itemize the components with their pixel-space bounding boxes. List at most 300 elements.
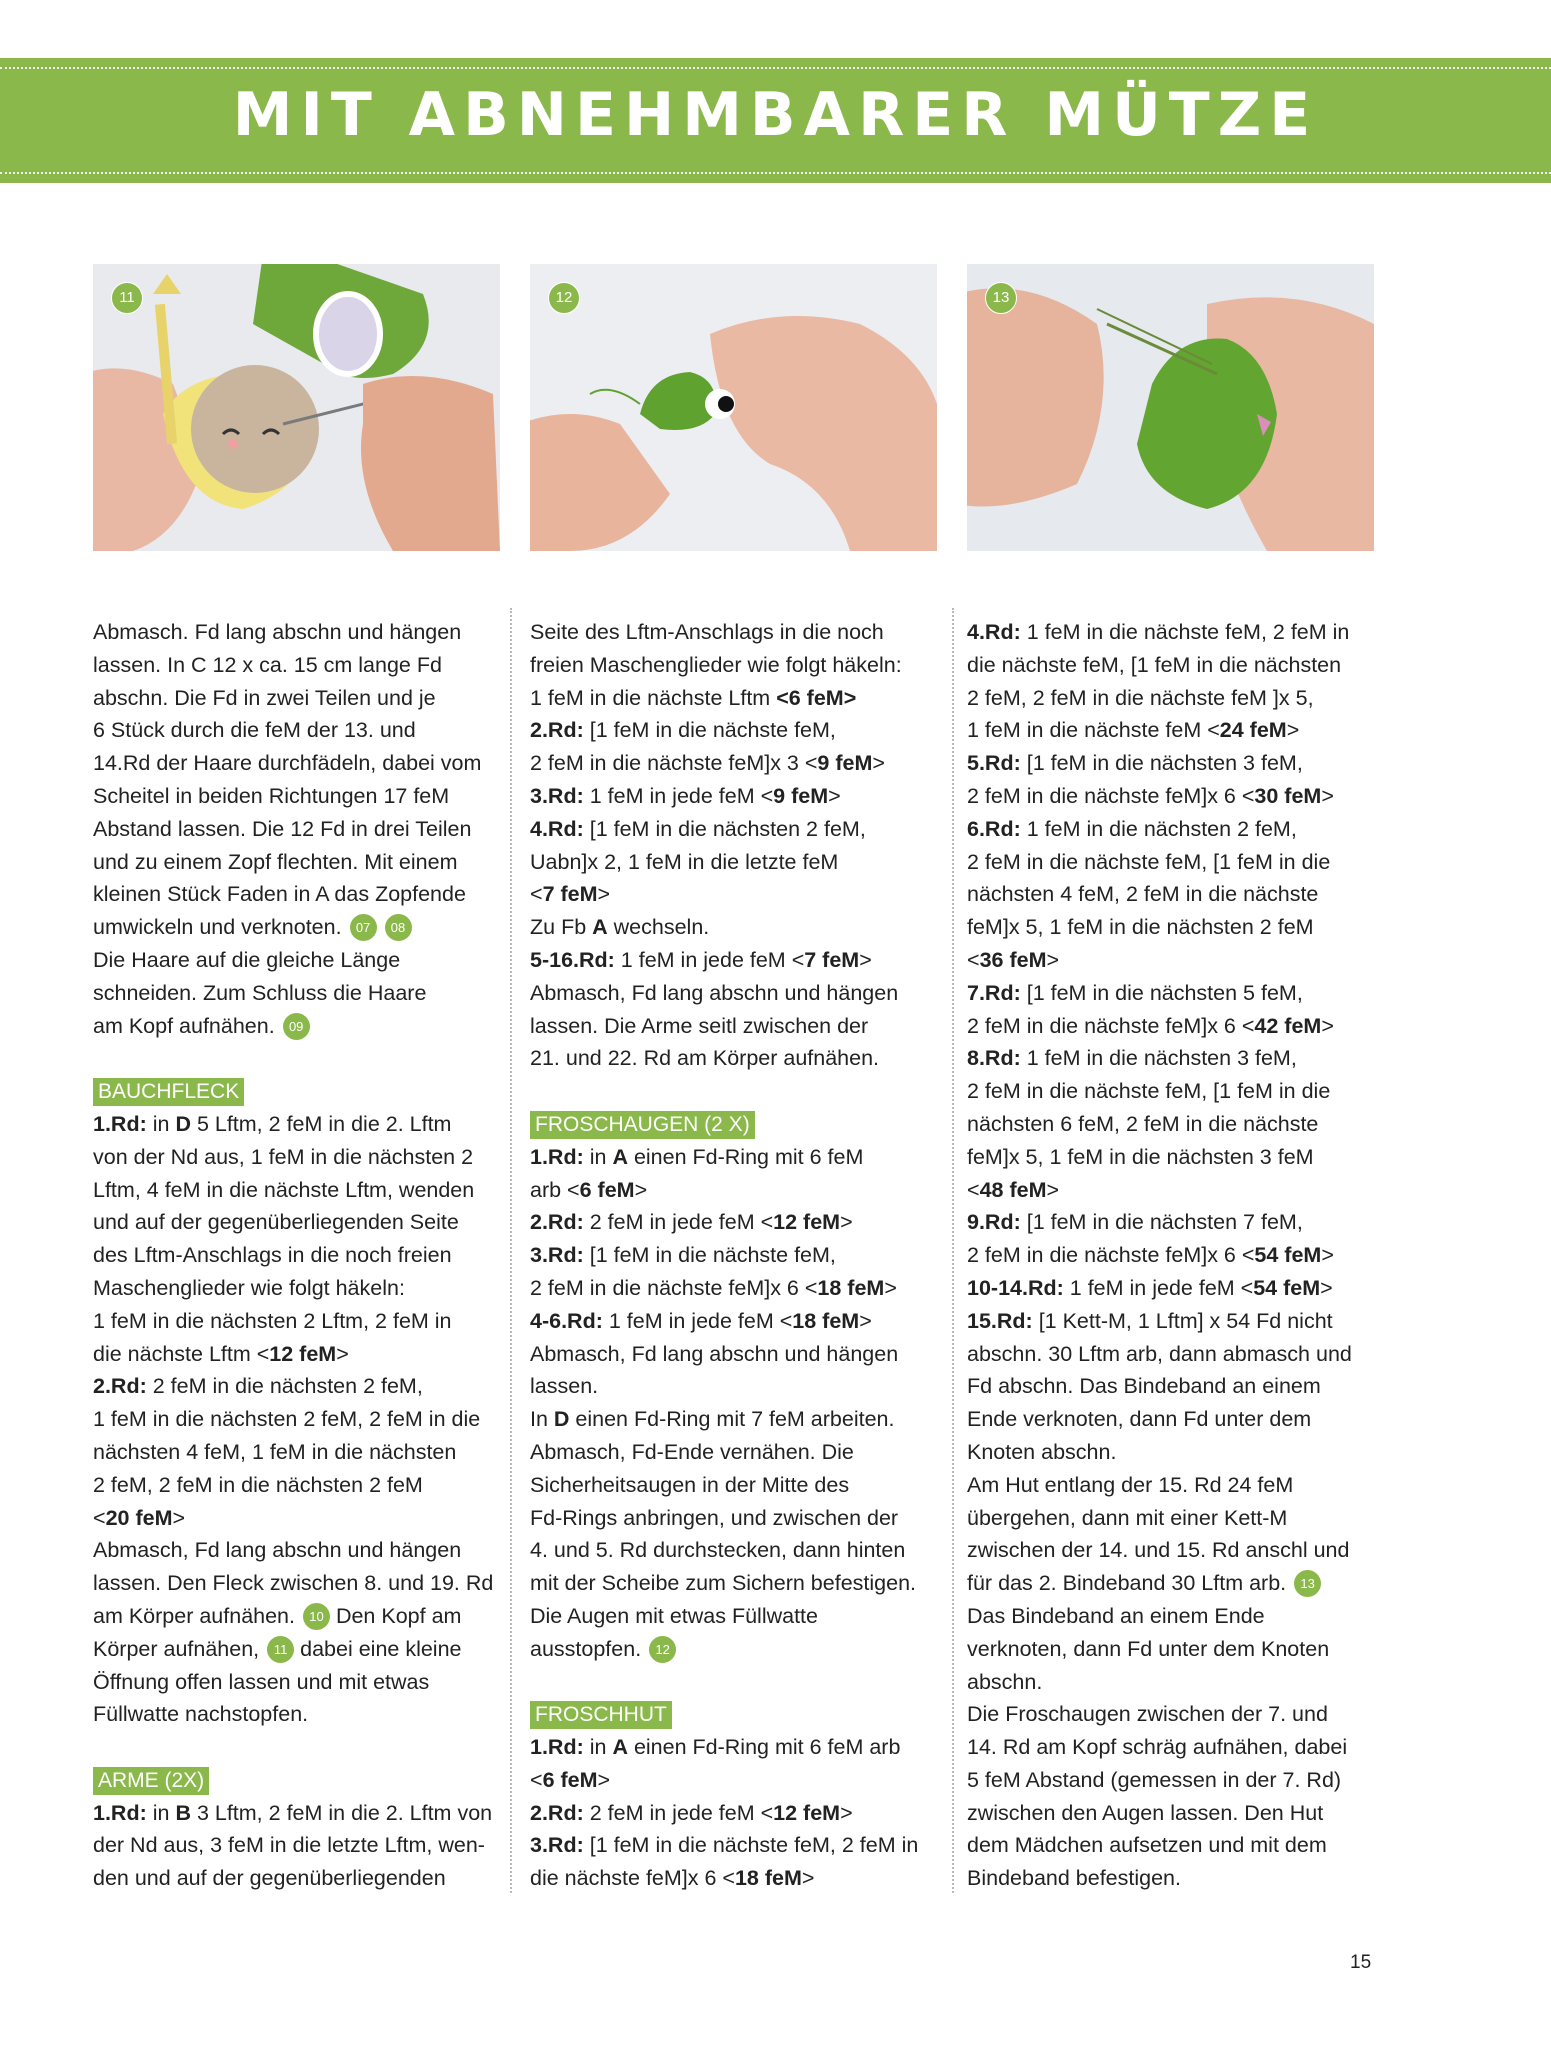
text-run: die nächste Lftm < <box>93 1341 270 1366</box>
text-run: < <box>967 1177 980 1202</box>
bold-text: 18 feM <box>734 1866 802 1891</box>
text-line <box>93 944 501 977</box>
text-line <box>967 1370 1375 1403</box>
bold-text: <6 feM> <box>776 685 857 710</box>
text-run: [1 Kett-M, 1 Lftm] x 54 Fd nicht <box>1032 1308 1333 1333</box>
text-line <box>93 1436 501 1469</box>
text-run: > <box>1046 1177 1060 1202</box>
text-run: abschn. <box>967 1669 1043 1694</box>
text-line <box>93 846 501 879</box>
text-line <box>93 813 501 846</box>
text-run: Uabn]x 2, 1 feM in die letzte feM <box>530 849 839 874</box>
text-run: des Lftm-Anschlags in die noch freien <box>93 1243 452 1268</box>
text-run: Die Froschaugen zwischen der 7. und <box>967 1702 1328 1727</box>
text-line <box>967 649 1375 682</box>
text-run: > <box>634 1177 648 1202</box>
text-run: > <box>1321 1243 1334 1268</box>
text-run: lassen. Den Fleck zwischen 8. und 19. Rd <box>93 1571 494 1596</box>
text-line <box>93 1305 501 1338</box>
bold-text: 10-14.Rd: <box>967 1275 1064 1300</box>
text-run: > <box>859 1308 872 1333</box>
step-reference-badge: 09 <box>283 1013 310 1040</box>
text-run: 1 feM in die nächste feM, 2 feM in <box>1020 620 1350 644</box>
text-run: 2 feM, 2 feM in die nächsten 2 feM <box>93 1472 423 1497</box>
text-run: am Kopf aufnähen. <box>93 1013 281 1038</box>
text-line <box>93 977 501 1010</box>
text-run: von der Nd aus, 1 feM in die nächsten 2 <box>93 1144 474 1169</box>
text-run: übergehen, dann mit einer Kett-M <box>967 1505 1288 1530</box>
bold-text: 12 feM <box>773 1800 841 1825</box>
bold-text: 24 feM <box>1219 718 1287 743</box>
text-run: [1 feM in die nächste feM, 2 feM in <box>583 1833 919 1858</box>
text-run: > <box>1046 947 1060 972</box>
text-line <box>967 1239 1375 1272</box>
text-line <box>530 780 938 813</box>
text-line <box>530 846 938 879</box>
text-run: 2 feM in die nächste feM]x 6 < <box>967 1013 1255 1038</box>
text-run: 1 feM in die nächsten 2 feM, <box>1020 816 1297 841</box>
bold-text: 48 feM <box>979 1177 1047 1202</box>
text-line <box>93 1239 501 1272</box>
text-line <box>530 1239 938 1272</box>
text-line <box>967 944 1375 977</box>
bold-text: D <box>175 1111 191 1136</box>
bold-text: A <box>592 915 608 940</box>
frog-eye-image <box>530 264 937 551</box>
text-run: > <box>1320 1275 1333 1300</box>
text-line <box>93 1338 501 1371</box>
text-run: > <box>859 947 872 972</box>
text-run: 1 feM in jede feM < <box>1063 1275 1254 1300</box>
text-line <box>530 1469 938 1502</box>
step-reference-badge: 08 <box>385 914 412 941</box>
text-run: [1 feM in die nächste feM, <box>583 1243 836 1268</box>
text-line <box>967 1502 1375 1535</box>
text-run: [1 feM in die nächsten 2 feM, <box>583 816 866 841</box>
text-line <box>530 1600 938 1633</box>
instruction-column-middle <box>530 616 938 1895</box>
text-line <box>967 1436 1375 1469</box>
text-run: Füllwatte nachstopfen. <box>93 1702 309 1727</box>
step-reference-badge: 12 <box>649 1636 676 1663</box>
paragraph-gap <box>93 1731 501 1764</box>
step-reference-badge: 11 <box>267 1636 294 1663</box>
text-run: Öffnung offen lassen und mit etwas <box>93 1669 430 1694</box>
text-run: > <box>840 1800 853 1825</box>
bold-text: 2.Rd: <box>530 718 584 743</box>
text-run: > <box>172 1505 186 1530</box>
text-run: 2 feM in die nächsten 2 feM, <box>146 1374 423 1399</box>
text-run: 1 feM in die nächste Lftm <box>530 685 777 710</box>
step-photo-13 <box>967 264 1374 551</box>
text-run: in <box>583 1735 613 1760</box>
text-line <box>530 1370 938 1403</box>
text-run: und zu einem Zopf flechten. Mit einem <box>93 849 458 874</box>
text-run: Maschenglieder wie folgt häkeln: <box>93 1275 405 1300</box>
text-line <box>530 1862 938 1895</box>
text-run: 2 feM in die nächste feM, [1 feM in die <box>967 849 1331 874</box>
text-line <box>530 813 938 846</box>
text-line <box>967 1108 1375 1141</box>
text-run: lassen. Die Arme seitl zwischen der <box>530 1013 869 1038</box>
text-line <box>530 714 938 747</box>
text-line <box>93 682 501 715</box>
bold-text: 1.Rd: <box>93 1800 147 1825</box>
text-run: Abmasch. Fd lang abschn und hängen <box>93 620 462 644</box>
text-run: Fd abschn. Das Bindeband an einem <box>967 1374 1321 1399</box>
text-run: Am Hut entlang der 15. Rd 24 feM <box>967 1472 1294 1497</box>
text-run: 2 feM in die nächste feM]x 6 < <box>967 1243 1255 1268</box>
text-run: dabei eine kleine <box>300 1636 462 1661</box>
text-line <box>530 1567 938 1600</box>
text-line <box>967 878 1375 911</box>
text-line <box>967 1305 1375 1338</box>
text-line <box>93 1862 501 1895</box>
paragraph-gap <box>530 1075 938 1108</box>
text-run: Den Kopf am <box>335 1603 462 1628</box>
text-run: 4. und 5. Rd durchstecken, dann hinten <box>530 1538 906 1563</box>
text-run: feM]x 5, 1 feM in die nächsten 2 feM <box>967 915 1314 940</box>
text-run: Fd-Rings anbringen, und zwischen der <box>530 1505 899 1530</box>
text-line <box>967 1764 1375 1797</box>
text-run: < <box>967 947 980 972</box>
text-run: mit der Scheibe zum Sichern befestigen. <box>530 1571 917 1596</box>
frog-hat-image <box>967 264 1374 551</box>
text-line <box>967 780 1375 813</box>
text-line <box>967 1862 1375 1895</box>
text-line <box>530 1731 938 1764</box>
text-line <box>967 1567 1375 1600</box>
text-run: in <box>583 1144 613 1169</box>
text-run: Abmasch, Fd lang abschn und hängen <box>93 1538 462 1563</box>
text-line <box>967 1731 1375 1764</box>
text-run: abschn. 30 Lftm arb, dann abmasch und <box>967 1341 1352 1366</box>
text-line <box>967 1469 1375 1502</box>
bold-text: 3.Rd: <box>530 783 584 808</box>
text-run: Zu Fb <box>530 915 593 940</box>
text-line <box>967 911 1375 944</box>
text-line <box>93 1075 501 1108</box>
text-line <box>967 1075 1375 1108</box>
bold-text: 15.Rd: <box>967 1308 1033 1333</box>
section-heading: BAUCHFLECK <box>93 1078 244 1106</box>
text-run: > <box>872 751 885 776</box>
bold-text: B <box>175 1800 191 1825</box>
text-run: 1 feM in jede feM < <box>614 947 805 972</box>
text-run: 2 feM in jede feM < <box>583 1800 774 1825</box>
text-line <box>93 1633 501 1666</box>
step-reference-badge: 10 <box>303 1603 330 1630</box>
text-run: verknoten, dann Fd unter dem Knoten <box>967 1636 1330 1661</box>
text-line <box>530 1108 938 1141</box>
text-run: < <box>530 882 543 907</box>
step-photo-11 <box>93 264 500 551</box>
text-run: > <box>336 1341 349 1366</box>
text-line <box>530 1764 938 1797</box>
bold-text: 1.Rd: <box>530 1144 584 1169</box>
text-run: 1 feM in die nächsten 3 feM, <box>1020 1046 1297 1071</box>
text-run: 2 feM in die nächste feM, [1 feM in die <box>967 1079 1331 1104</box>
text-run: die nächste feM]x 6 < <box>530 1866 735 1891</box>
text-run: Bindeband befestigen. <box>967 1866 1181 1891</box>
bold-text: 9 feM <box>773 783 829 808</box>
text-line <box>967 1403 1375 1436</box>
bold-text: A <box>612 1144 628 1169</box>
text-run: 1 feM in jede feM < <box>583 783 774 808</box>
bold-text: 4-6.Rd: <box>530 1308 603 1333</box>
text-run: < <box>93 1505 106 1530</box>
text-run: feM]x 5, 1 feM in die nächsten 3 feM <box>967 1144 1314 1169</box>
text-run: lassen. <box>530 1374 599 1399</box>
bold-text: 18 feM <box>817 1275 885 1300</box>
bold-text: 20 feM <box>105 1505 173 1530</box>
bold-text: 30 feM <box>1254 783 1322 808</box>
text-run: Knoten abschn. <box>967 1439 1117 1464</box>
bold-text: 5.Rd: <box>967 751 1021 776</box>
text-line <box>530 682 938 715</box>
text-run: in <box>146 1800 176 1825</box>
text-run: Abmasch, Fd lang abschn und hängen <box>530 980 899 1005</box>
text-run: in <box>146 1111 176 1136</box>
text-line <box>530 1174 938 1207</box>
bold-text: 54 feM <box>1253 1275 1321 1300</box>
text-run: Scheitel in beiden Richtungen 17 feM <box>93 783 450 808</box>
text-line <box>967 714 1375 747</box>
text-line <box>530 1010 938 1043</box>
text-run: [1 feM in die nächsten 5 feM, <box>1020 980 1303 1005</box>
text-run: der Nd aus, 3 feM in die letzte Lftm, wen- <box>93 1833 485 1858</box>
text-run: nächsten 4 feM, 1 feM in die nächsten <box>93 1439 457 1464</box>
text-run: [1 feM in die nächsten 7 feM, <box>1020 1210 1303 1235</box>
text-line <box>530 649 938 682</box>
text-line <box>530 747 938 780</box>
text-run: > <box>1286 718 1300 743</box>
text-line <box>93 1206 501 1239</box>
bold-text: 42 feM <box>1254 1013 1322 1038</box>
text-run: einen Fd-Ring mit 6 feM arb <box>627 1735 901 1760</box>
instruction-column-left <box>93 616 501 1895</box>
bold-text: 7.Rd: <box>967 980 1021 1005</box>
instruction-column-right <box>967 616 1375 1895</box>
section-heading: FROSCHAUGEN (2 X) <box>530 1111 755 1139</box>
text-run: Ende verknoten, dann Fd unter dem <box>967 1407 1312 1432</box>
bold-text: 9 feM <box>817 751 873 776</box>
text-run: < <box>530 1767 543 1792</box>
bold-text: 12 feM <box>269 1341 337 1366</box>
bold-text: 7 feM <box>804 947 860 972</box>
stitch-line-bottom <box>0 172 1551 174</box>
text-line <box>93 1010 501 1043</box>
text-line <box>93 747 501 780</box>
text-run: schneiden. Zum Schluss die Haare <box>93 980 427 1005</box>
text-run: Seite des Lftm-Anschlags in die noch <box>530 620 884 644</box>
text-run: kleinen Stück Faden in A das Zopfende <box>93 882 466 907</box>
step-badge: 12 <box>548 282 580 314</box>
bold-text: 6 feM <box>542 1767 598 1792</box>
text-run: lassen. In C 12 x ca. 15 cm lange Fd <box>93 652 442 677</box>
text-run: zwischen den Augen lassen. Den Hut <box>967 1800 1324 1825</box>
bold-text: 8.Rd: <box>967 1046 1021 1071</box>
text-run: Sicherheitsaugen in der Mitte des <box>530 1472 850 1497</box>
text-run: > <box>884 1275 897 1300</box>
text-line <box>967 1829 1375 1862</box>
text-line <box>967 1698 1375 1731</box>
text-line <box>967 1272 1375 1305</box>
text-run: Das Bindeband an einem Ende <box>967 1603 1265 1628</box>
bold-text: 5-16.Rd: <box>530 947 615 972</box>
bold-text: 4.Rd: <box>967 620 1021 644</box>
text-line <box>93 714 501 747</box>
section-heading: ARME (2X) <box>93 1767 209 1795</box>
text-run: abschn. Die Fd in zwei Teilen und je <box>93 685 436 710</box>
column-divider <box>952 608 954 1893</box>
text-line <box>93 1698 501 1731</box>
doll-braid-image <box>93 264 500 551</box>
text-run: einen Fd-Ring mit 7 feM arbeiten. <box>569 1407 895 1432</box>
text-run: > <box>840 1210 853 1235</box>
bold-text: 7 feM <box>542 882 598 907</box>
text-line <box>967 1534 1375 1567</box>
text-run: [1 feM in die nächste feM, <box>583 718 836 743</box>
text-run: 5 feM Abstand (gemessen in der 7. Rd) <box>967 1767 1342 1792</box>
text-line <box>530 616 938 649</box>
stitch-line-top <box>0 67 1551 69</box>
text-run: umwickeln und verknoten. <box>93 915 348 940</box>
bold-text: 54 feM <box>1254 1243 1322 1268</box>
text-line <box>967 1042 1375 1075</box>
text-run: freien Maschenglieder wie folgt häkeln: <box>530 652 902 677</box>
text-line <box>967 1666 1375 1699</box>
text-run: nächsten 6 feM, 2 feM in die nächste <box>967 1111 1319 1136</box>
text-line <box>530 1698 938 1731</box>
text-line <box>530 1534 938 1567</box>
text-line <box>530 911 938 944</box>
text-run: > <box>1321 783 1334 808</box>
text-run: In <box>530 1407 554 1432</box>
text-line <box>530 1797 938 1830</box>
text-line <box>967 1141 1375 1174</box>
text-line <box>93 1829 501 1862</box>
text-line <box>530 1042 938 1075</box>
text-line <box>93 911 501 944</box>
text-line <box>967 682 1375 715</box>
text-run: 2 feM in jede feM < <box>583 1210 774 1235</box>
text-run: > <box>1321 1013 1334 1038</box>
text-run: 6 Stück durch die feM der 13. und <box>93 718 416 743</box>
text-line <box>93 1534 501 1567</box>
text-line <box>93 878 501 911</box>
text-line <box>93 1174 501 1207</box>
step-badge: 13 <box>985 282 1017 314</box>
bold-text: 36 feM <box>979 947 1047 972</box>
text-line <box>93 616 501 649</box>
text-line <box>530 1502 938 1535</box>
bold-text: 6 feM <box>579 1177 635 1202</box>
text-line <box>967 747 1375 780</box>
bold-text: 18 feM <box>792 1308 860 1333</box>
bold-text: 2.Rd: <box>530 1800 584 1825</box>
text-line <box>530 1633 938 1666</box>
text-run: 1 feM in jede feM < <box>602 1308 793 1333</box>
text-line <box>967 977 1375 1010</box>
bold-text: 2.Rd: <box>530 1210 584 1235</box>
text-run: zwischen der 14. und 15. Rd anschl und <box>967 1538 1350 1563</box>
text-line <box>967 1633 1375 1666</box>
text-line <box>530 1141 938 1174</box>
text-run: > <box>597 1767 611 1792</box>
text-run: 2 feM in die nächste feM]x 6 < <box>967 783 1255 808</box>
bold-text: D <box>553 1407 570 1432</box>
column-divider <box>510 608 512 1893</box>
text-run: [1 feM in die nächsten 3 feM, <box>1020 751 1303 776</box>
text-run: die nächste feM, [1 feM in die nächsten <box>967 652 1342 677</box>
text-line <box>93 1403 501 1436</box>
text-line <box>530 1829 938 1862</box>
text-run: 14.Rd der Haare durchfädeln, dabei vom <box>93 751 482 776</box>
text-line <box>93 649 501 682</box>
bold-text: 3.Rd: <box>530 1243 584 1268</box>
text-run: Die Haare auf die gleiche Länge <box>93 947 401 972</box>
text-line <box>967 616 1375 649</box>
title-banner <box>0 58 1551 183</box>
text-line <box>530 1206 938 1239</box>
text-run: 2 feM in die nächste feM]x 3 < <box>530 751 818 776</box>
paragraph-gap <box>93 1042 501 1075</box>
text-run: für das 2. Bindeband 30 Lftm arb. <box>967 1571 1293 1596</box>
text-run: einen Fd-Ring mit 6 feM <box>627 1144 864 1169</box>
text-line <box>93 1666 501 1699</box>
step-photo-12 <box>530 264 937 551</box>
bold-text: 1.Rd: <box>530 1735 584 1760</box>
text-line <box>93 1567 501 1600</box>
bold-text: 9.Rd: <box>967 1210 1021 1235</box>
text-line <box>967 1338 1375 1371</box>
text-run: > <box>801 1866 815 1891</box>
text-line <box>967 846 1375 879</box>
bold-text: 12 feM <box>773 1210 841 1235</box>
text-line <box>530 977 938 1010</box>
text-line <box>967 1010 1375 1043</box>
bold-text: 6.Rd: <box>967 816 1021 841</box>
text-run: 5 Lftm, 2 feM in die 2. Lftm <box>190 1111 452 1136</box>
bold-text: 1.Rd: <box>93 1111 147 1136</box>
paragraph-gap <box>530 1666 938 1699</box>
text-line <box>967 1206 1375 1239</box>
text-run: 2 feM, 2 feM in die nächste feM ]x 5, <box>967 685 1314 710</box>
text-run: 14. Rd am Kopf schräg aufnähen, dabei <box>967 1735 1348 1760</box>
text-run: Lftm, 4 feM in die nächste Lftm, wenden <box>93 1177 475 1202</box>
text-run: nächsten 4 feM, 2 feM in die nächste <box>967 882 1319 907</box>
bold-text: A <box>612 1735 628 1760</box>
text-run: und auf der gegenüberliegenden Seite <box>93 1210 459 1235</box>
text-run: 2 feM in die nächste feM]x 6 < <box>530 1275 818 1300</box>
text-line <box>93 1502 501 1535</box>
text-run: 21. und 22. Rd am Körper aufnähen. <box>530 1046 880 1071</box>
text-line <box>93 1108 501 1141</box>
section-heading: FROSCHHUT <box>530 1701 672 1729</box>
text-run: > <box>597 882 611 907</box>
text-run: am Körper aufnähen. <box>93 1603 301 1628</box>
text-run: 3 Lftm, 2 feM in die 2. Lftm von <box>190 1800 493 1825</box>
step-reference-badge: 13 <box>1294 1570 1321 1597</box>
text-run: Abstand lassen. Die 12 Fd in drei Teilen <box>93 816 472 841</box>
page-number: 15 <box>1350 1952 1372 1973</box>
text-run: Abmasch, Fd lang abschn und hängen <box>530 1341 899 1366</box>
text-line <box>93 1272 501 1305</box>
text-line <box>967 1797 1375 1830</box>
text-run: wechseln. <box>607 915 710 940</box>
text-line <box>530 1436 938 1469</box>
